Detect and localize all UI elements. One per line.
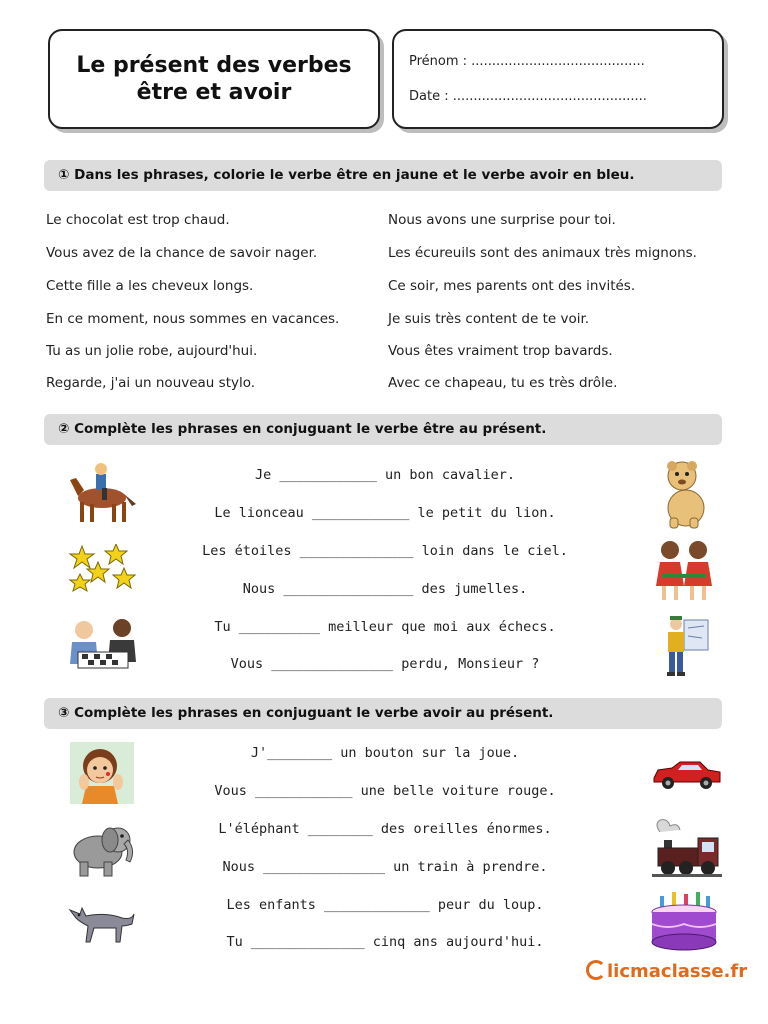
ex1-sentence-right-2: Les écureuils sont des animaux très mignons. (388, 245, 697, 261)
twins-icon (652, 538, 718, 604)
lost-traveler-icon (662, 614, 710, 678)
ex1-sentence-right-5: Vous êtes vraiment trop bavards. (388, 343, 613, 359)
date-field[interactable]: Date : ............................................... (409, 89, 647, 104)
ex1-sentence-left-2: Vous avez de la chance de savoir nager. (46, 245, 318, 261)
ex3-sentence-1[interactable]: J'________ un bouton sur la joue. (250, 745, 520, 761)
exercise-3-instruction: ③ Complète les phrases en conjuguant le verbe avoir au présent. (44, 698, 722, 729)
ex2-sentence-4[interactable]: Nous ________________ des jumelles. (242, 581, 528, 597)
ex1-sentence-right-3: Ce soir, mes parents ont des invités. (388, 278, 636, 294)
ex3-sentence-4[interactable]: Nous _______________ un train à prendre. (222, 859, 548, 875)
steam-train-icon (650, 818, 722, 878)
exercise-1-instruction: ① Dans les phrases, colorie le verbe être en jaune et le verbe avoir en bleu. (44, 160, 722, 191)
ex1-sentence-left-4: En ce moment, nous sommes en vacances. (46, 311, 340, 327)
ex2-sentence-2[interactable]: Le lionceau ____________ le petit du lion. (214, 505, 556, 521)
brand-text: licmaclasse.fr (607, 961, 748, 982)
ex3-sentence-5[interactable]: Les enfants _____________ peur du loup. (226, 897, 544, 913)
wolf-icon (66, 900, 136, 944)
brand-c-icon (586, 960, 606, 980)
page-title-line-1: Le présent des verbes (76, 53, 352, 78)
ex3-sentence-3[interactable]: L'éléphant ________ des oreilles énormes. (218, 821, 552, 837)
ex1-sentence-right-6: Avec ce chapeau, tu es très drôle. (388, 375, 618, 391)
ex1-sentence-left-3: Cette fille a les cheveux longs. (46, 278, 254, 294)
lion-cub-icon (660, 458, 712, 530)
title-box (48, 29, 380, 129)
brand-logo (586, 960, 747, 982)
girl-with-pimple-icon (70, 742, 134, 804)
ex1-sentence-right-1: Nous avons une surprise pour toi. (388, 212, 616, 228)
birthday-cake-icon (648, 890, 720, 954)
chess-players-icon (68, 618, 138, 674)
stars-icon (68, 544, 136, 594)
elephant-icon (68, 820, 136, 878)
red-car-icon (652, 758, 722, 790)
ex3-sentence-6[interactable]: Tu ______________ cinq ans aujourd'hui. (226, 934, 544, 950)
ex3-sentence-2[interactable]: Vous ____________ une belle voiture rouge. (214, 783, 556, 799)
ex1-sentence-left-6: Regarde, j'ai un nouveau stylo. (46, 375, 256, 391)
ex2-sentence-3[interactable]: Les étoiles ______________ loin dans le ciel. (202, 543, 568, 559)
ex2-sentence-6[interactable]: Vous _______________ perdu, Monsieur ? (230, 656, 540, 672)
exercise-2-instruction: ② Complète les phrases en conjuguant le verbe être au présent. (44, 414, 722, 445)
ex1-sentence-left-1: Le chocolat est trop chaud. (46, 212, 230, 228)
ex2-sentence-1[interactable]: Je ____________ un bon cavalier. (254, 467, 516, 483)
name-box (392, 29, 724, 129)
page-title-line-2: être et avoir (136, 80, 292, 105)
ex2-sentence-5[interactable]: Tu __________ meilleur que moi aux échecs. (214, 619, 556, 635)
ex1-sentence-left-5: Tu as un jolie robe, aujourd'hui. (46, 343, 258, 359)
ex1-sentence-right-4: Je suis très content de te voir. (388, 311, 590, 327)
prenom-field[interactable]: Prénom : .......................................... (409, 54, 645, 69)
horse-rider-icon (66, 460, 138, 528)
